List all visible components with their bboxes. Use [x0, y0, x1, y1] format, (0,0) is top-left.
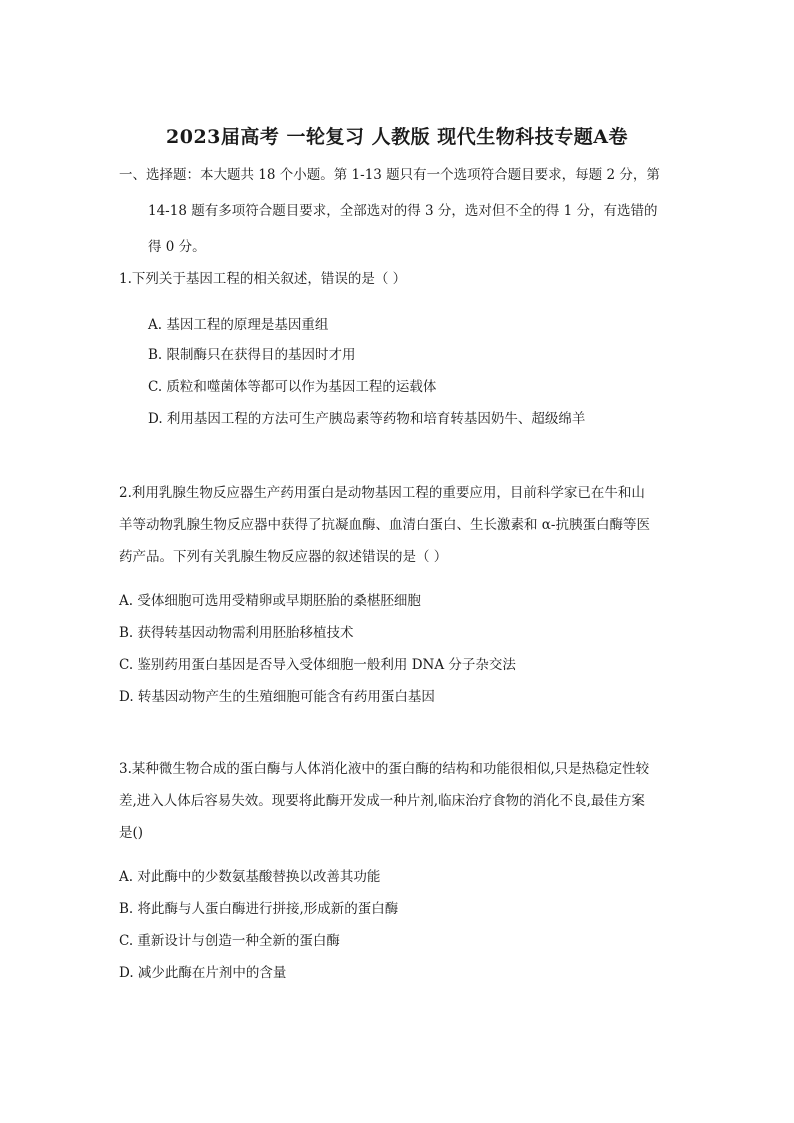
question-2-option-b: B. 获得转基因动物需利用胚胎移植技术	[119, 625, 354, 641]
question-2-stem-line-3: 药产品。下列有关乳腺生物反应器的叙述错误的是（ ）	[119, 549, 448, 565]
question-1-option-d: D. 利用基因工程的方法可生产胰岛素等药物和培育转基因奶牛、超级绵羊	[148, 411, 586, 427]
section-instructions-line-1: 一、选择题：本大题共 18 个小题。第 1-13 题只有一个选项符合题目要求，每题 2 分，第	[119, 167, 660, 183]
page-title: 2023届高考 一轮复习 人教版 现代生物科技专题A卷	[166, 126, 628, 148]
section-instructions-line-2: 14-18 题有多项符合题目要求，全部选对的得 3 分，选对但不全的得 1 分，有选错的	[148, 203, 658, 219]
question-1-option-b: B. 限制酶只在获得目的基因时才用	[148, 347, 356, 363]
question-3-option-b: B. 将此酶与人蛋白酶进行拼接,形成新的蛋白酶	[119, 901, 399, 917]
question-1-stem: 1.下列关于基因工程的相关叙述，错误的是（ ）	[119, 271, 407, 287]
question-3-option-d: D. 减少此酶在片剂中的含量	[119, 965, 287, 981]
question-3-stem-line-3: 是()	[119, 825, 144, 841]
question-2-stem-line-1: 2.利用乳腺生物反应器生产药用蛋白是动物基因工程的重要应用，目前科学家已在牛和山	[119, 485, 645, 501]
question-3-option-a: A. 对此酶中的少数氨基酸替换以改善其功能	[119, 869, 381, 885]
question-3-option-c: C. 重新设计与创造一种全新的蛋白酶	[119, 933, 340, 949]
question-2-option-d: D. 转基因动物产生的生殖细胞可能含有药用蛋白基因	[119, 689, 435, 705]
question-1-option-c: C. 质粒和噬菌体等都可以作为基因工程的运载体	[148, 379, 437, 395]
question-2-option-c: C. 鉴别药用蛋白基因是否导入受体细胞一般利用 DNA 分子杂交法	[119, 657, 516, 673]
question-3-stem-line-1: 3.某种微生物合成的蛋白酶与人体消化液中的蛋白酶的结构和功能很相似,只是热稳定性较	[119, 761, 650, 777]
section-instructions-line-3: 得 0 分。	[148, 239, 206, 255]
question-3-stem-line-2: 差,进入人体后容易失效。现要将此酶开发成一种片剂,临床治疗食物的消化不良,最佳方案	[119, 793, 645, 809]
question-2-stem-line-2: 羊等动物乳腺生物反应器中获得了抗凝血酶、血清白蛋白、生长激素和 α-抗胰蛋白酶等医	[119, 517, 650, 533]
question-1-option-a: A. 基因工程的原理是基因重组	[148, 317, 329, 333]
question-2-option-a: A. 受体细胞可选用受精卵或早期胚胎的桑椹胚细胞	[119, 593, 421, 609]
